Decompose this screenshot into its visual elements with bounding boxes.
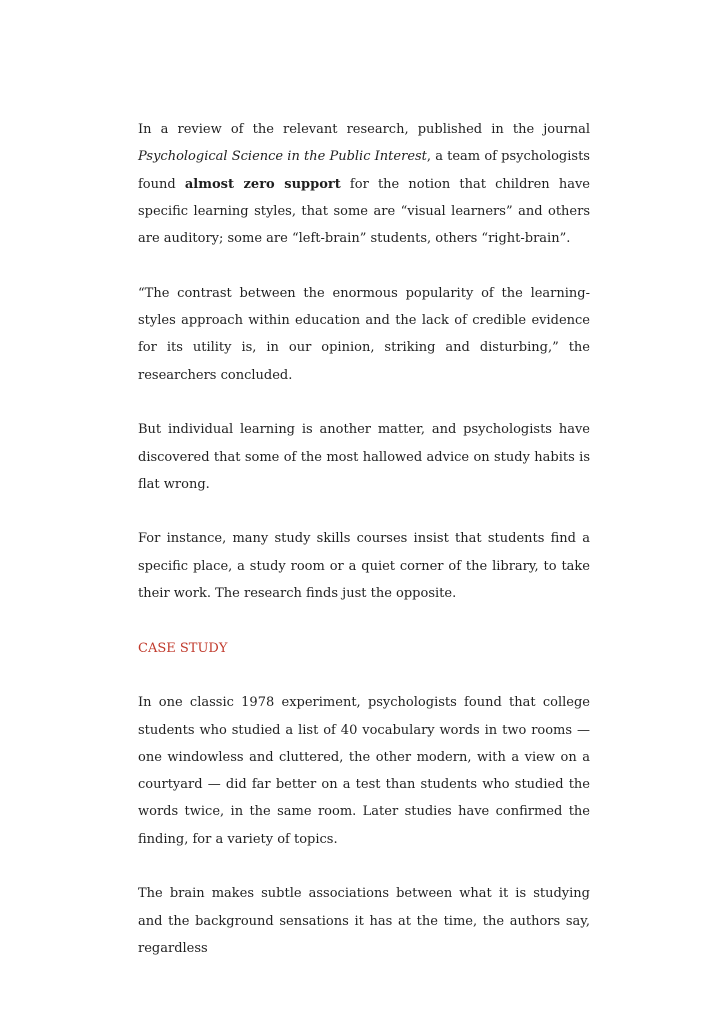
paragraph-study-place: For instance, many study skills courses insist that students find a specific place, a study room or a quiet corner of the library, to take their work. The research finds just the opposite. xyxy=(138,531,590,602)
section-heading-case-study: CASE STUDY xyxy=(138,640,228,656)
paragraph-text-segment: for the notion that children have specific learning styles, that some are “visual learners” and others are auditory; some are “left-brain” students, others “right-brain”. xyxy=(138,176,590,247)
journal-title: Psychological Science in the Public Interest xyxy=(138,149,427,165)
paragraph-individual-learning: But individual learning is another matter, and psychologists have discovered that some of the most hallowed advice on study habits is flat wrong. xyxy=(138,422,590,492)
emphasis-almost-zero-support: almost zero support xyxy=(184,176,341,192)
paragraph-text-segment: In a review of the relevant research, published in the journal xyxy=(138,122,590,137)
paragraph-researchers-quote: “The contrast between the enormous popularity of the learning-styles approach within education and the lack of credible evidence for its utility is, in our opinion, striking and disturbing,” the researchers concluded. xyxy=(138,285,590,383)
paragraph-brain-associations: The brain makes subtle associations between what it is studying and the background sensations it has at the time, the authors say, regardless xyxy=(138,886,590,956)
paragraph-learning-styles-review xyxy=(138,116,590,252)
paragraph-text-segment: , a team of psychologists found xyxy=(138,149,590,192)
paragraph-1978-experiment: In one classic 1978 experiment, psychologists found that college students who studied a list of 40 vocabulary words in two rooms — one windowless and cluttered, the other modern, with a view on a courtyard — did far better on a test than students who studied the words twice, in the same room. Later studies have confirmed the finding, for a variety of topics. xyxy=(138,695,590,847)
article-body xyxy=(138,116,590,962)
